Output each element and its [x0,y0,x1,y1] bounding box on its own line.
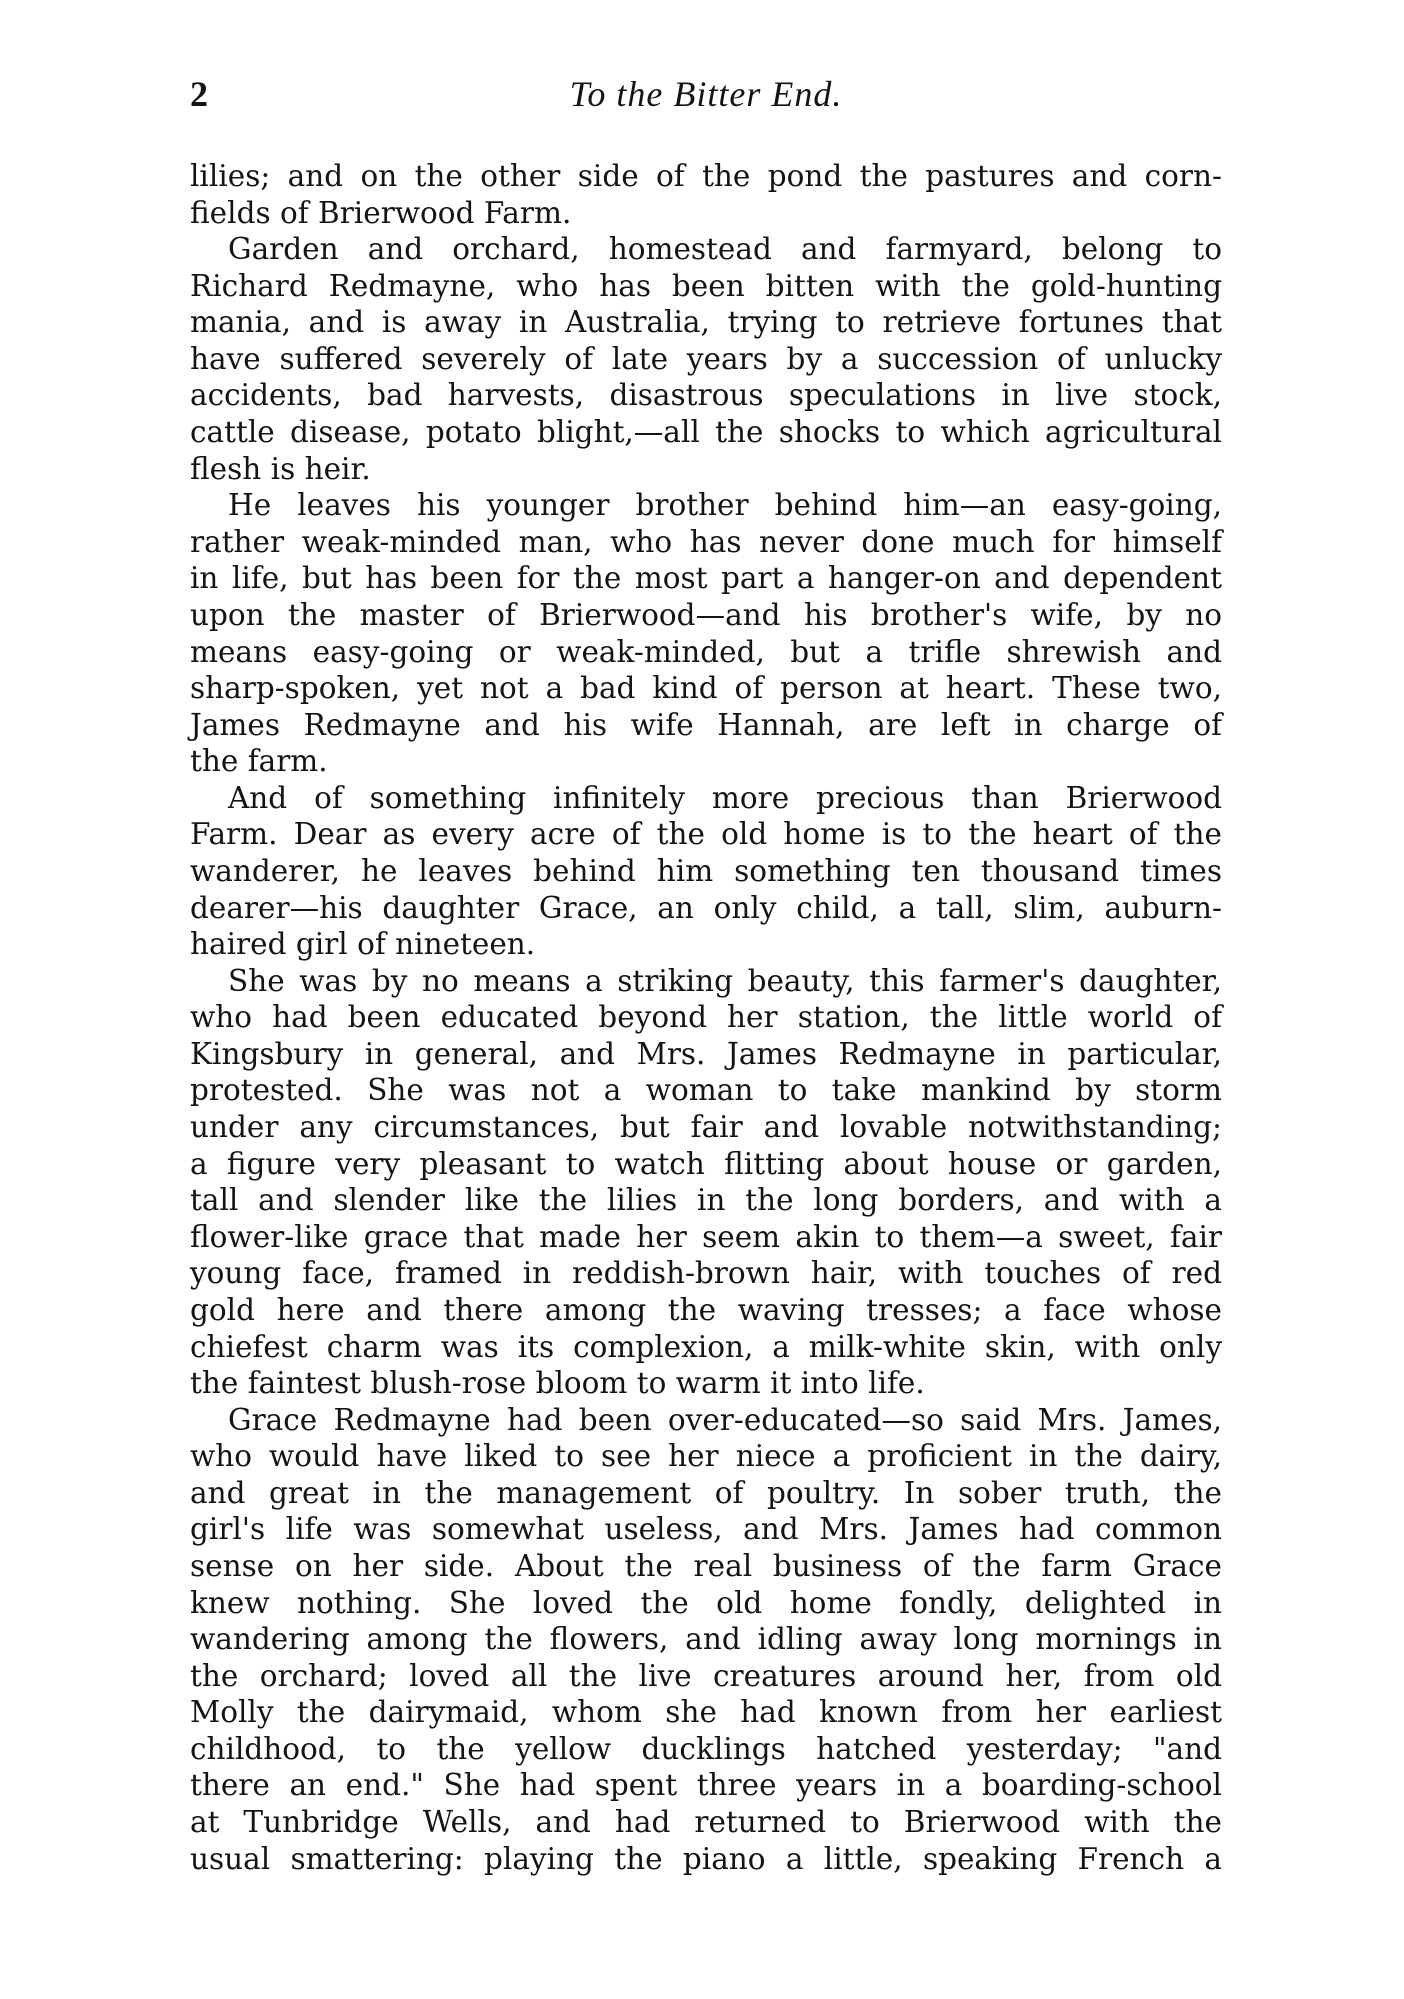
page-header [190,72,1222,122]
text-line: chiefest charm was its complexion, a milk-white skin, with only [190,1329,1222,1364]
text-line: Farm. Dear as every acre of the old home is to the heart of the [190,817,1222,852]
text-line: under any circumstances, but fair and lovable notwithstanding; [190,1110,1222,1145]
text-line: means easy-going or weak-minded, but a trifle shrewish and [190,634,1222,669]
text-line: wanderer, he leaves behind him something ten thousand times [190,853,1222,888]
paragraph-start-line: She was by no means a striking beauty, this farmer's daughter, [228,963,1222,998]
text-line: young face, framed in reddish-brown hair, with touches of red [190,1256,1222,1291]
paragraph-start-line: Garden and orchard, homestead and farmyard, belong to [228,232,1222,267]
text-line: flesh is heir. [190,451,371,486]
text-line: cattle disease, potato blight,—all the shocks to which agricultural [190,415,1222,450]
text-line: the faintest blush-rose bloom to warm it into life. [190,1366,925,1401]
text-line: knew nothing. She loved the old home fondly, delighted in [190,1585,1222,1620]
text-line: there an end." She had spent three years in a boarding-school [190,1768,1222,1803]
text-line: sense on her side. About the real business of the farm Grace [190,1548,1222,1583]
text-line: fields of Brierwood Farm. [190,195,572,230]
text-line: who would have liked to see her niece a proficient in the dairy, [190,1439,1222,1474]
paragraph-start-line: Grace Redmayne had been over-educated—so said Mrs. James, [228,1402,1222,1437]
text-line: haired girl of nineteen. [190,927,536,962]
text-line: accidents, bad harvests, disastrous speculations in live stock, [190,378,1222,413]
text-line: Richard Redmayne, who has been bitten with the gold-hunting [190,268,1222,303]
text-line: dearer—his daughter Grace, an only child, a tall, slim, auburn- [190,890,1222,925]
text-line: lilies; and on the other side of the pond the pastures and corn- [190,159,1222,193]
text-line: wandering among the flowers, and idling away long mornings in [190,1622,1222,1657]
text-line: protested. She was not a woman to take mankind by storm [190,1073,1222,1108]
text-line: upon the master of Brierwood—and his brother's wife, by no [190,597,1222,632]
text-line: Molly the dairymaid, whom she had known from her earliest [190,1695,1222,1730]
page-number: 2 [190,74,208,114]
text-line: usual smattering: playing the piano a little, speaking French a [190,1841,1222,1876]
text-line: flower-like grace that made her seem akin to them—a sweet, fair [190,1219,1222,1254]
text-line: childhood, to the yellow ducklings hatched yesterday; "and [190,1731,1222,1766]
text-line: girl's life was somewhat useless, and Mrs. James had common [190,1512,1222,1547]
text-line: rather weak-minded man, who has never done much for himself [190,524,1222,559]
text-line: and great in the management of poultry. In sober truth, the [190,1475,1222,1510]
text-line: mania, and is away in Australia, trying to retrieve fortunes that [190,305,1222,340]
text-line: the orchard; loved all the live creatures around her, from old [190,1658,1222,1693]
text-line: a figure very pleasant to watch flitting about house or garden, [190,1146,1222,1181]
text-line: at Tunbridge Wells, and had returned to Brierwood with the [190,1805,1222,1840]
text-line: in life, but has been for the most part a hanger-on and dependent [190,561,1222,596]
text-line: have suffered severely of late years by a succession of unlucky [190,341,1222,376]
text-line: the farm. [190,744,328,779]
text-line: Kingsbury in general, and Mrs. James Redmayne in particular, [190,1036,1222,1071]
body-text [190,158,1222,1877]
text-line: gold here and there among the waving tresses; a face whose [190,1292,1222,1327]
paragraph-start-line: And of something infinitely more precious than Brierwood [228,780,1222,815]
text-line: who had been educated beyond her station, the little world of [190,1000,1222,1035]
running-title: To the Bitter End. [569,74,843,114]
text-line: tall and slender like the lilies in the long borders, and with a [190,1183,1222,1218]
text-line: James Redmayne and his wife Hannah, are left in charge of [190,707,1222,742]
paragraph-start-line: He leaves his younger brother behind him—an easy-going, [228,488,1222,523]
text-line: sharp-spoken, yet not a bad kind of person at heart. These two, [190,671,1222,706]
